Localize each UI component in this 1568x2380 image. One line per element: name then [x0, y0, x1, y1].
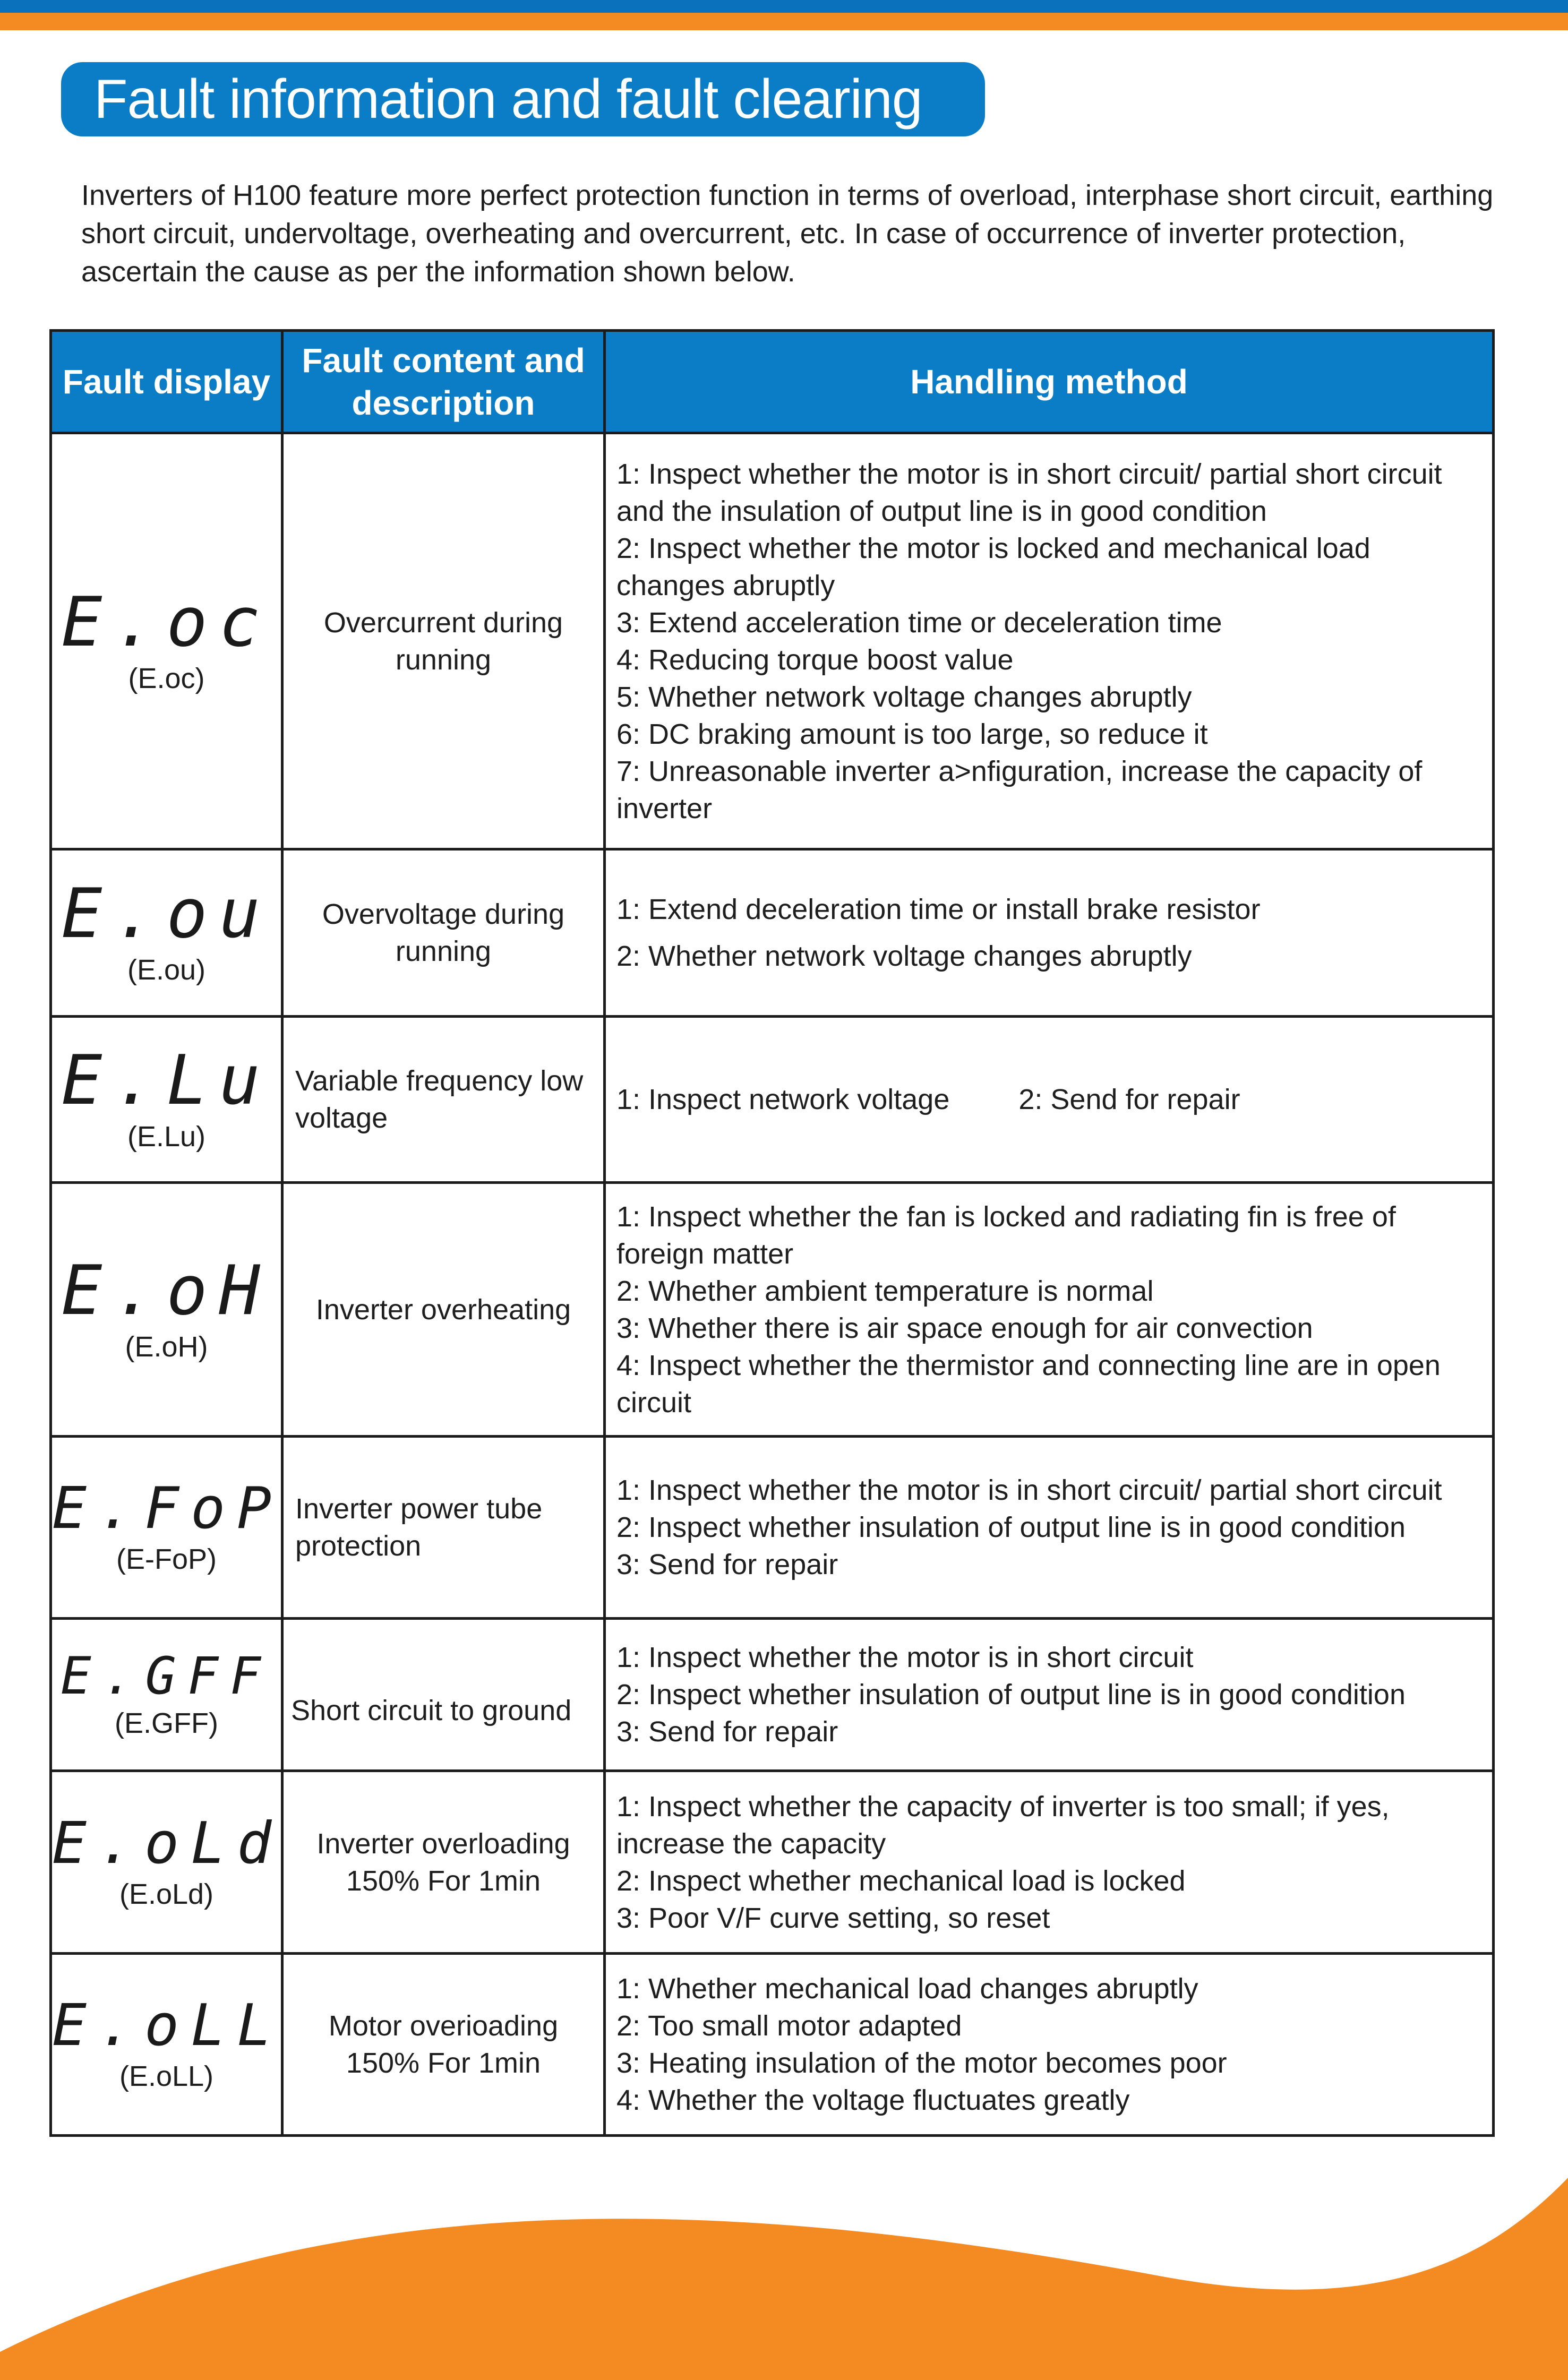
segment-code: E.ou: [61, 874, 272, 953]
fault-code-label: (E.GFF): [115, 1707, 218, 1739]
handling-step: 1: Inspect whether the motor is in short circuit/ partial short circuit and the insulation of output line is in good condition: [616, 458, 1442, 527]
table-row: [51, 1437, 1494, 1619]
handling-step: 1: Extend deceleration time or install brake resistor: [616, 893, 1261, 925]
fault-table: [49, 329, 1495, 2137]
fault-description: Inverter overheating: [282, 1183, 605, 1437]
page-title-banner: [61, 62, 985, 136]
fault-code-label: (E.oLd): [119, 1878, 214, 1910]
fault-code-label: (E.oc): [128, 662, 205, 694]
fault-description: Overvoltage during running: [282, 849, 605, 1017]
handling-step: 3: Whether there is air space enough for air convection: [616, 1312, 1313, 1344]
segment-code: E.oLd: [52, 1810, 284, 1877]
handling-step: 2: Inspect whether insulation of output line is in good condition: [616, 1511, 1406, 1543]
handling-step: 5: Whether network voltage changes abruptly: [616, 681, 1192, 713]
fault-description: Variable frequency low voltage: [282, 1017, 605, 1183]
fault-display-cell: [51, 1183, 282, 1437]
handling-step: 1: Inspect whether the fan is locked and radiating fin is free of foreign matter: [616, 1200, 1396, 1270]
handling-method-cell: [605, 1954, 1494, 2136]
segment-code: E.FoP: [52, 1475, 284, 1542]
handling-step: 3: Heating insulation of the motor becomes poor: [616, 2047, 1227, 2079]
fault-code-label: (E.Lu): [127, 1121, 206, 1153]
fault-display-cell: [51, 1437, 282, 1619]
handling-step: 4: Whether the voltage fluctuates greatly: [616, 2084, 1130, 2116]
fault-code-label: (E.oLL): [119, 2060, 214, 2092]
fault-code-label: (E-FoP): [116, 1543, 217, 1575]
fault-description: Overcurrent during running: [282, 433, 605, 849]
handling-method-cell: [605, 1017, 1494, 1183]
handling-step: 3: Poor V/F curve setting, so reset: [616, 1902, 1050, 1934]
handling-step: 1: Whether mechanical load changes abruptly: [616, 1973, 1198, 2005]
handling-step: 4: Reducing torque boost value: [616, 643, 1014, 676]
handling-step: 2: Send for repair: [1018, 1084, 1240, 1115]
fault-description: Motor overioading 150% For 1min: [282, 1954, 605, 2136]
segment-code: E.Lu: [61, 1041, 272, 1120]
table-row: [51, 1771, 1494, 1954]
table-row: [51, 1017, 1494, 1183]
table-row: [51, 1954, 1494, 2136]
handling-method-cell: [605, 849, 1494, 1017]
handling-step: 6: DC braking amount is too large, so reduce it: [616, 718, 1208, 750]
table-header-row: [51, 331, 1494, 433]
top-blue-stripe: [0, 0, 1568, 13]
handling-step: 2: Whether ambient temperature is normal: [616, 1275, 1154, 1307]
fault-display-cell: [51, 1771, 282, 1954]
handling-step: 2: Inspect whether mechanical load is locked: [616, 1865, 1186, 1897]
table-row: [51, 433, 1494, 849]
handling-step: 3: Extend acceleration time or deceleration time: [616, 606, 1222, 639]
fault-description: Short circuit to ground: [282, 1619, 605, 1771]
fault-description: Inverter power tube protection: [282, 1437, 605, 1619]
segment-code: E.oLL: [52, 1992, 284, 2059]
fault-display-cell: [51, 1619, 282, 1771]
table-row: [51, 1183, 1494, 1437]
handling-method-cell: [605, 1771, 1494, 1954]
table-row: [51, 849, 1494, 1017]
fault-code-label: (E.oH): [125, 1330, 208, 1363]
handling-step: 1: Inspect network voltage: [616, 1084, 950, 1115]
intro-paragraph: Inverters of H100 feature more perfect protection function in terms of overload, interphase short circuit, earthing short circuit, undervoltage, overheating and overcurrent, etc. In case of occurrence of inverter protection, ascertain the cause as per the information shown below.: [81, 179, 1494, 288]
handling-method-cell: [605, 1183, 1494, 1437]
handling-step: 3: Send for repair: [616, 1716, 838, 1748]
bottom-orange-wave: [0, 2177, 1568, 2380]
page-title: Fault information and fault clearing: [94, 68, 922, 130]
handling-method-cell: [605, 1437, 1494, 1619]
fault-display-cell: [51, 433, 282, 849]
fault-code-label: (E.ou): [127, 954, 206, 986]
column-header-handling-method: Handling method: [605, 331, 1494, 433]
fault-display-cell: [51, 1017, 282, 1183]
handling-step: 4: Inspect whether the thermistor and connecting line are in open circuit: [616, 1349, 1441, 1419]
segment-code: E.GFF: [61, 1646, 272, 1706]
handling-step: 2: Inspect whether the motor is locked and mechanical load changes abruptly: [616, 532, 1370, 602]
handling-method-cell: [605, 1619, 1494, 1771]
handling-step: 2: Inspect whether insulation of output line is in good condition: [616, 1679, 1406, 1711]
handling-step: 3: Send for repair: [616, 1549, 838, 1580]
fault-display-cell: [51, 849, 282, 1017]
fault-display-cell: [51, 1954, 282, 2136]
table-row: [51, 1619, 1494, 1771]
handling-step: 2: Too small motor adapted: [616, 2010, 962, 2042]
handling-step: 2: Whether network voltage changes abruptly: [616, 940, 1192, 972]
segment-code: E.oc: [61, 582, 272, 662]
top-orange-stripe: [0, 13, 1568, 30]
column-header-fault-content: Fault content and description: [282, 331, 605, 433]
handling-step: 1: Inspect whether the motor is in short circuit: [616, 1642, 1194, 1673]
fault-description: Inverter overloading 150% For 1min: [282, 1771, 605, 1954]
handling-step: 1: Inspect whether the motor is in short circuit/ partial short circuit: [616, 1474, 1442, 1506]
column-header-fault-display: Fault display: [51, 331, 282, 433]
handling-method-cell: [605, 433, 1494, 849]
segment-code: E.oH: [61, 1251, 272, 1330]
handling-step: 7: Unreasonable inverter a>nfiguration, increase the capacity of inverter: [616, 755, 1423, 824]
handling-step: 1: Inspect whether the capacity of inverter is too small; if yes, increase the capacity: [616, 1790, 1390, 1860]
